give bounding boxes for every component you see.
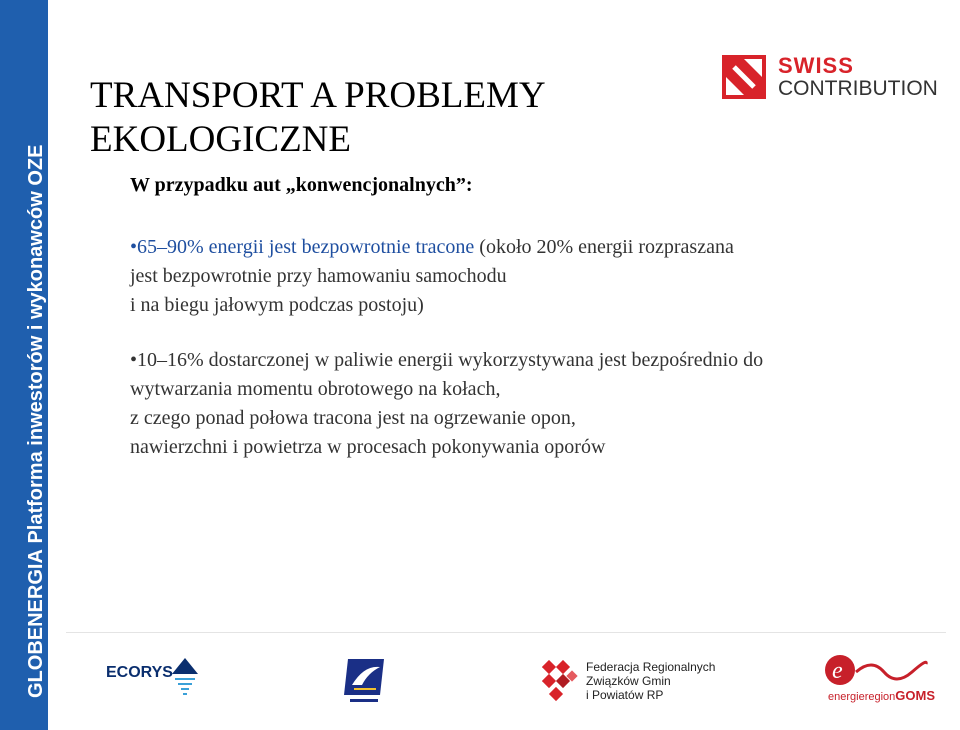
energieregion-swirl-icon xyxy=(822,650,932,688)
bullet2-line3: z czego ponad połowa tracona jest na ogrzewanie opon, xyxy=(130,407,576,429)
bullet1-highlight: •65–90% energii jest bezpowrotnie tracone xyxy=(130,236,475,258)
swiss-logo-word2: CONTRIBUTION xyxy=(778,77,938,100)
bird-emblem-icon xyxy=(338,655,390,705)
bullet1-line2: jest bezpowrotnie przy hamowaniu samochodu xyxy=(130,265,507,287)
sidebar-banner xyxy=(0,0,48,730)
bullet-energy-use xyxy=(130,346,930,462)
bird-emblem-logo xyxy=(338,655,390,705)
page-title xyxy=(90,74,610,162)
footer-divider xyxy=(66,632,946,633)
energieregion-text xyxy=(828,688,935,703)
title-line-1: TRANSPORT A PROBLEMY xyxy=(90,75,546,116)
energieregion-goms-logo xyxy=(822,650,936,708)
federacja-line3: i Powiatów RP xyxy=(586,688,664,702)
swiss-logo-mark xyxy=(722,55,766,99)
federacja-mark-icon xyxy=(542,660,582,702)
sidebar-brand: GLOBENERGIA xyxy=(25,549,47,698)
swiss-logo-icon xyxy=(722,55,766,99)
goms-prefix: energieregion xyxy=(828,691,896,703)
bullet2-line4: nawierzchni i powietrza w procesach pokonywania oporów xyxy=(130,436,606,458)
svg-text:e: e xyxy=(832,658,843,684)
content-subtitle: W przypadku aut „konwencjonalnych”: xyxy=(130,174,473,196)
title-line-2: EKOLOGICZNE xyxy=(90,119,352,160)
bullet2-line2: wytwarzania momentu obrotowego na kołach, xyxy=(130,378,501,400)
bullet-energy-loss xyxy=(130,233,920,320)
federacja-logo xyxy=(542,658,722,704)
federacja-text xyxy=(586,660,715,702)
federacja-line1: Federacja Regionalnych xyxy=(586,660,716,674)
ecorys-mark-icon xyxy=(172,658,198,696)
swiss-logo-word1: SWISS xyxy=(778,53,854,78)
ecorys-logo xyxy=(106,656,206,696)
bullet1-line1-rest: (około 20% energii rozpraszana xyxy=(474,236,734,258)
swiss-contribution-logo xyxy=(722,55,937,105)
ecorys-logo-text: ECORYS xyxy=(106,664,173,681)
sidebar-vertical-text xyxy=(24,145,48,698)
bullet2-line1: •10–16% dostarczonej w paliwie energii wykorzystywana jest bezpośrednio do xyxy=(130,349,764,371)
federacja-line2: Związków Gmin xyxy=(586,674,671,688)
sidebar-tagline: Platforma inwestorów i wykonawców OZE xyxy=(25,144,47,544)
bullet1-line3: i na biegu jałowym podczas postoju) xyxy=(130,294,424,316)
goms-suffix: GOMS xyxy=(895,688,936,703)
